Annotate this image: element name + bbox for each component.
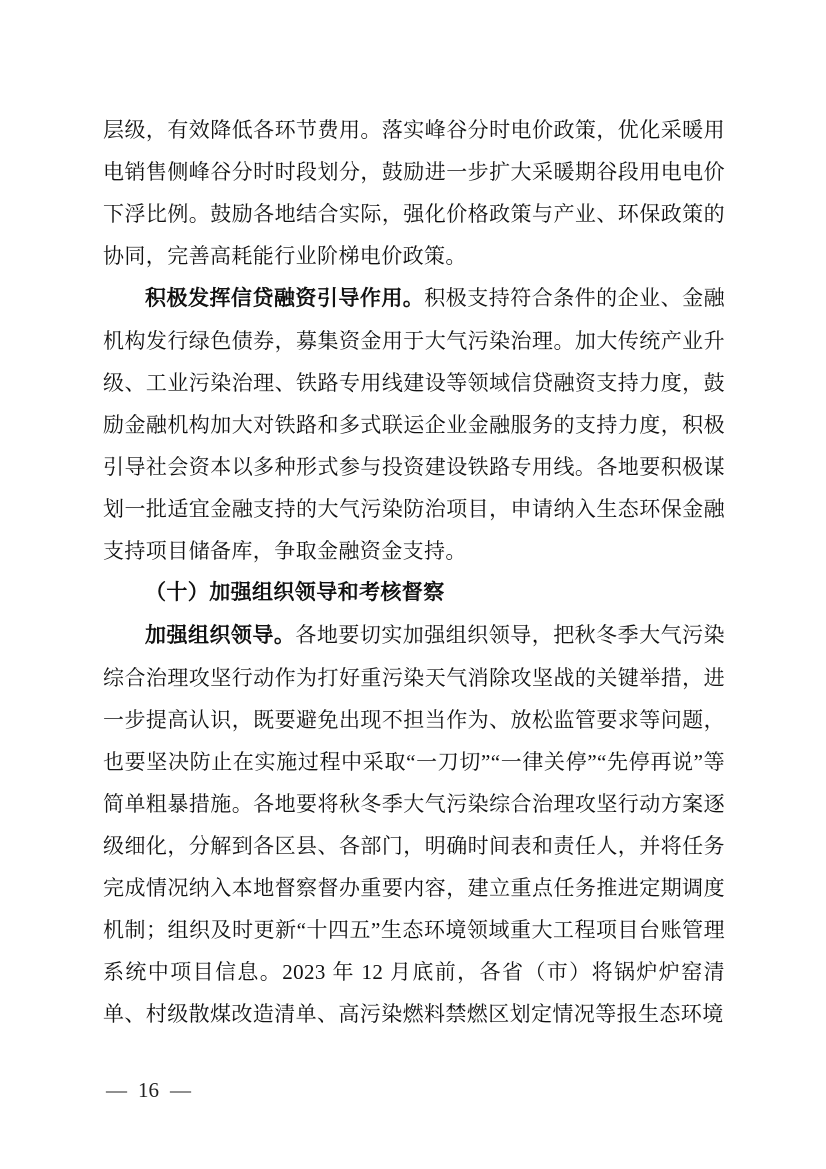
paragraph-text: 积极支持符合条件的企业、金融机构发行绿色债券，募集资金用于大气污染治理。加大传统产业升级、工业污染治理、铁路专用线建设等领域信贷融资支持力度，鼓励金融机构加大对铁路和多式联运企业金融服务的支持力度，积极引导社会资本以多种形式参与投资建设铁路专用线。各地要积极谋划一批适宜金融支持的大气污染防治项目，申请纳入生态环保金融支持项目储备库，争取金融资金支持。 (103, 286, 725, 563)
page-footer (106, 1077, 191, 1103)
page-number: 16 (138, 1078, 159, 1102)
paragraph-text: 各地要切实加强组织领导，把秋冬季大气污染综合治理攻坚行动作为打好重污染天气消除攻坚战的关键举措，进一步提高认识，既要避免出现不担当作为、放松监管要求等问题，也要坚决防止在实施过程中采取“一刀切”“一律关停”“先停再说”等简单粗暴措施。各地要将秋冬季大气污染综合治理攻坚行动方案逐级细化，分解到各区县、各部门，明确时间表和责任人，并将任务完成情况纳入本地督察督办重要内容，建立重点任务推进定期调度机制；组织及时更新“十四五”生态环境领域重大工程项目台账管理系统中项目信息。2023 年 12 月底前，各省（市）将锅炉炉窑清单、村级散煤改造清单、高污染燃料禁燃区划定情况等报生态环境 (103, 623, 725, 1026)
paragraph-lead-bold: 加强组织领导。 (145, 624, 296, 647)
paragraph-lead-bold: 积极发挥信贷融资引导作用。 (145, 287, 425, 310)
footer-left-dash: — (106, 1078, 127, 1102)
paragraph-organizational-leadership (103, 614, 725, 1035)
paragraph-continuation (103, 109, 725, 277)
document-body (103, 109, 725, 1035)
footer-right-dash: — (170, 1078, 191, 1102)
paragraph-text: 层级，有效降低各环节费用。落实峰谷分时电价政策，优化采暖用电销售侧峰谷分时时段划分，鼓励进一步扩大采暖期谷段用电电价下浮比例。鼓励各地结合实际，强化价格政策与产业、环保政策的协同，完善高耗能行业阶梯电价政策。 (103, 118, 725, 268)
section-heading: （十）加强组织领导和考核督察 (145, 581, 445, 604)
paragraph-credit-financing (103, 277, 725, 572)
